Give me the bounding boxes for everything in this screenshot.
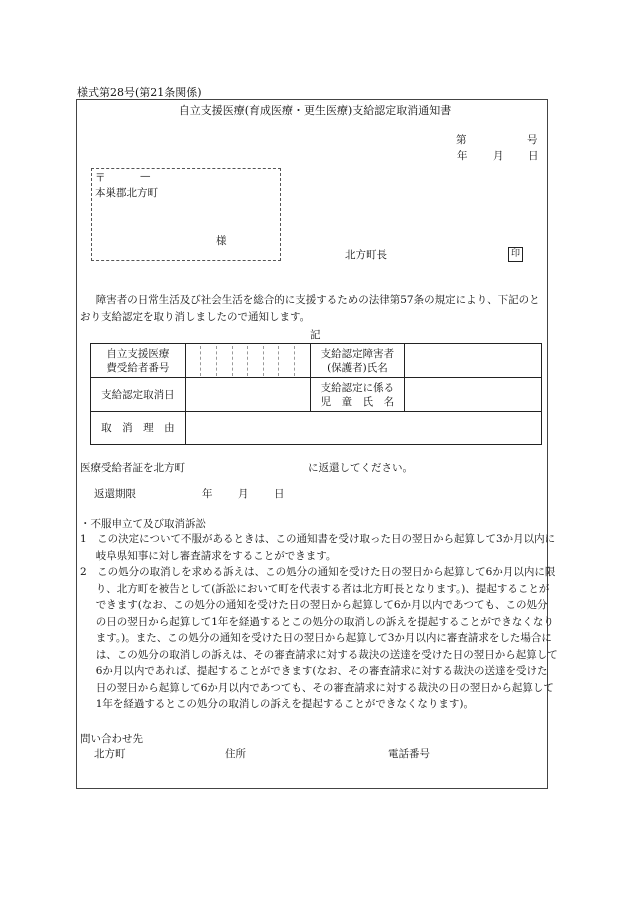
label-line: 支給認定に係る [320, 381, 395, 394]
table-row [91, 412, 542, 445]
label-line: 費受給者番号 [106, 361, 170, 374]
form-number-label: 様式第28号(第21条関係) [77, 86, 202, 99]
seal-mark: 印 [508, 247, 523, 262]
child-name-value [405, 378, 542, 412]
label-child-name [310, 378, 405, 412]
label-cancel-date: 支給認定取消日 [91, 378, 186, 412]
deadline-day: 日 [274, 488, 285, 500]
doc-number-suffix: 号 [527, 134, 538, 146]
contact-address-label: 住所 [225, 748, 246, 760]
table-row [91, 378, 542, 412]
table-row [91, 344, 542, 378]
label-line: 支給認定障害者 [320, 347, 395, 360]
label-line: 自立支援医療 [106, 347, 170, 360]
postal-dash: — [140, 170, 151, 182]
sender-name: 北方町長 [345, 249, 387, 261]
contact-phone-label: 電話番号 [388, 748, 430, 760]
contact-org: 北方町 [94, 748, 126, 760]
return-text-2: に返還してください。 [308, 462, 413, 474]
label-recipient-number [91, 344, 186, 378]
appeal-heading: ・不服申立て及び取消訴訟 [80, 518, 206, 530]
recipient-address: 本巣郡北方町 [95, 187, 158, 199]
address-box [91, 168, 281, 261]
recipient-name-value [405, 344, 542, 378]
doc-number-prefix: 第 [456, 134, 467, 146]
return-deadline-label: 返還期限 [94, 488, 136, 500]
document-title: 自立支援医療(育成医療・更生医療)支給認定取消通知書 [178, 104, 452, 117]
postal-mark: 〒 [95, 172, 106, 184]
label-line: (保護者)氏名 [327, 361, 388, 374]
deadline-month: 月 [238, 488, 249, 500]
honorific: 様 [216, 235, 227, 247]
label-cancel-reason: 取 消 理 由 [91, 412, 186, 445]
body-text: 障害者の日常生活及び社会生活を総合的に支援するための法律第57条の規定により、下記のとおり支給認定を取り消しましたので通知します。 [80, 294, 540, 323]
label-recipient-name [310, 344, 405, 378]
date-month: 月 [493, 150, 504, 162]
appeal-item-1: 1 この決定について不服があるときは、この通知書を受け取った日の翌日から起算して3か月以内に岐阜県知事に対し審査請求をすることができます。 [80, 533, 556, 562]
ki-heading: 記 [310, 329, 321, 341]
deadline-year: 年 [202, 488, 213, 500]
contact-heading: 問い合わせ先 [80, 733, 143, 745]
cancel-date-value [185, 378, 310, 412]
return-text-1: 医療受給者証を北方町 [80, 462, 185, 474]
appeal-item-2: 2 この処分の取消しを求める訴えは、この処分の通知を受けた日の翌日から起算して6か月以内に限り、北方町を被告として(訴訟において町を代表する者は北方町長となります。)、提起することができます(なお、この処分の通知を受けた日の翌日から起算して6か月以内であつても、この処分の日の翌日から起算して1年を経過するとこの処分の取消しの訴えを提起することができなくなります。)。また、この処分の通知を受けた日の翌日から起算して3か月以内に審査請求をした場合には、この処分の取消しの訴えは、その審査請求に対する裁決の送達を受けた日の翌日から起算して6か月以内であれば、提起することができます(なお、その審査請求に対する裁決の送達を受けた日の翌日から起算して6か月以内であつても、その審査請求に対する裁決の日の翌日から起算して1年を経過するとこの処分の取消しの訴えを提起することができなくなります)。 [80, 566, 558, 710]
recipient-number-cells [185, 344, 310, 378]
date-day: 日 [528, 150, 539, 162]
cancel-reason-value [185, 412, 541, 445]
date-year: 年 [457, 150, 468, 162]
label-line: 児 童 氏 名 [320, 395, 395, 408]
notice-table [90, 343, 542, 445]
